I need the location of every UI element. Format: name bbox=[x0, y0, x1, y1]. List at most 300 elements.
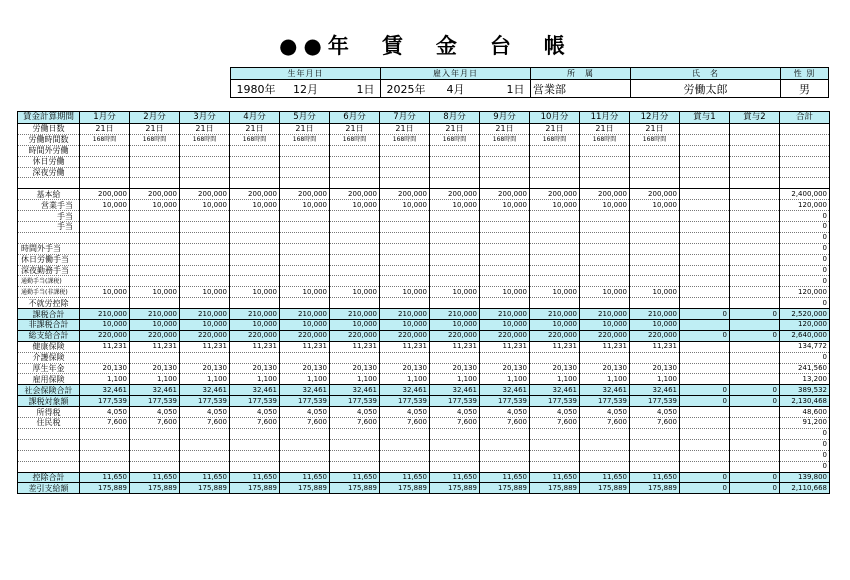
table-cell bbox=[730, 200, 780, 211]
table-cell bbox=[680, 276, 730, 287]
table-cell bbox=[230, 352, 280, 363]
column-header: 2月分 bbox=[130, 112, 180, 124]
table-cell bbox=[630, 254, 680, 265]
table-cell bbox=[630, 265, 680, 276]
table-cell: 175,889 bbox=[280, 483, 330, 494]
table-cell bbox=[730, 341, 780, 352]
table-cell bbox=[730, 254, 780, 265]
table-cell bbox=[180, 243, 230, 254]
table-cell bbox=[530, 232, 580, 243]
table-cell: 10,000 bbox=[330, 320, 380, 331]
table-cell: 168時間 bbox=[180, 134, 230, 145]
table-cell: 210,000 bbox=[530, 309, 580, 320]
table-cell: 168時間 bbox=[380, 134, 430, 145]
table-cell bbox=[730, 232, 780, 243]
table-cell bbox=[380, 178, 430, 189]
table-cell bbox=[630, 232, 680, 243]
table-cell bbox=[330, 352, 380, 363]
table-cell: 4,050 bbox=[330, 407, 380, 418]
table-cell bbox=[630, 167, 680, 178]
table-cell: 11,231 bbox=[580, 341, 630, 352]
table-cell: 120,000 bbox=[780, 287, 830, 298]
table-cell bbox=[180, 232, 230, 243]
table-cell bbox=[430, 232, 480, 243]
table-cell: 168時間 bbox=[430, 134, 480, 145]
table-cell bbox=[280, 167, 330, 178]
table-cell: 241,560 bbox=[780, 363, 830, 374]
table-cell bbox=[180, 298, 230, 309]
table-cell: 2,400,000 bbox=[780, 189, 830, 200]
table-cell bbox=[180, 428, 230, 439]
table-cell: 1,100 bbox=[180, 374, 230, 385]
table-cell bbox=[80, 167, 130, 178]
row-label: 雇用保険 bbox=[18, 374, 80, 385]
table-cell: 175,889 bbox=[330, 483, 380, 494]
table-cell: 0 bbox=[780, 428, 830, 439]
table-cell: 11,231 bbox=[280, 341, 330, 352]
table-cell bbox=[780, 145, 830, 156]
table-cell: 1,100 bbox=[230, 374, 280, 385]
table-cell: 10,000 bbox=[380, 200, 430, 211]
row-label: 通勤手当(非課税) bbox=[18, 287, 80, 298]
table-cell: 220,000 bbox=[230, 330, 280, 341]
table-cell: 10,000 bbox=[480, 200, 530, 211]
table-cell bbox=[580, 254, 630, 265]
table-cell: 210,000 bbox=[330, 309, 380, 320]
table-row bbox=[18, 134, 830, 145]
table-cell bbox=[730, 124, 780, 135]
table-cell bbox=[280, 428, 330, 439]
table-cell: 1,100 bbox=[630, 374, 680, 385]
table-cell bbox=[230, 156, 280, 167]
table-cell: 10,000 bbox=[630, 320, 680, 331]
table-cell: 175,889 bbox=[380, 483, 430, 494]
table-cell bbox=[630, 243, 680, 254]
table-cell: 200,000 bbox=[230, 189, 280, 200]
table-row bbox=[18, 352, 830, 363]
table-cell bbox=[680, 287, 730, 298]
table-cell bbox=[730, 363, 780, 374]
table-cell: 200,000 bbox=[280, 189, 330, 200]
table-cell bbox=[180, 167, 230, 178]
table-cell: 10,000 bbox=[480, 320, 530, 331]
table-cell bbox=[130, 167, 180, 178]
row-label: 営業手当 bbox=[18, 200, 80, 211]
table-cell: 177,539 bbox=[80, 396, 130, 407]
table-cell: 220,000 bbox=[480, 330, 530, 341]
table-cell: 175,889 bbox=[180, 483, 230, 494]
table-cell bbox=[330, 461, 380, 472]
table-cell bbox=[230, 450, 280, 461]
table-cell bbox=[280, 156, 330, 167]
row-label: 課税対象額 bbox=[18, 396, 80, 407]
table-cell: 7,600 bbox=[180, 418, 230, 429]
table-cell bbox=[580, 232, 630, 243]
table-cell: 220,000 bbox=[80, 330, 130, 341]
table-cell bbox=[330, 222, 380, 233]
table-cell bbox=[430, 428, 480, 439]
table-cell bbox=[430, 167, 480, 178]
table-cell bbox=[530, 298, 580, 309]
table-cell bbox=[530, 178, 580, 189]
table-cell: 177,539 bbox=[180, 396, 230, 407]
table-cell bbox=[180, 450, 230, 461]
period-header: 賃金計算期間 bbox=[18, 112, 80, 124]
table-cell bbox=[530, 243, 580, 254]
table-cell: 11,231 bbox=[180, 341, 230, 352]
table-cell: 200,000 bbox=[580, 189, 630, 200]
table-cell: 210,000 bbox=[480, 309, 530, 320]
row-label: 基本給 bbox=[18, 189, 80, 200]
table-cell bbox=[430, 276, 480, 287]
column-header: 合計 bbox=[780, 112, 830, 124]
table-cell bbox=[680, 167, 730, 178]
table-cell bbox=[680, 124, 730, 135]
table-cell: 11,231 bbox=[130, 341, 180, 352]
table-cell: 0 bbox=[730, 330, 780, 341]
table-cell bbox=[680, 200, 730, 211]
table-cell bbox=[530, 167, 580, 178]
table-cell: 11,650 bbox=[330, 472, 380, 483]
table-cell bbox=[330, 211, 380, 222]
table-cell bbox=[380, 156, 430, 167]
table-cell bbox=[780, 134, 830, 145]
table-cell: 10,000 bbox=[230, 287, 280, 298]
table-cell: 220,000 bbox=[630, 330, 680, 341]
table-cell: 32,461 bbox=[280, 385, 330, 396]
table-cell bbox=[580, 211, 630, 222]
row-label bbox=[18, 178, 80, 189]
column-header: 賞与2 bbox=[730, 112, 780, 124]
table-cell: 11,231 bbox=[480, 341, 530, 352]
hire-day: 1日 bbox=[506, 82, 525, 96]
table-cell: 177,539 bbox=[530, 396, 580, 407]
row-label: 社会保険合計 bbox=[18, 385, 80, 396]
table-cell: 0 bbox=[780, 276, 830, 287]
table-cell bbox=[280, 276, 330, 287]
table-cell: 177,539 bbox=[580, 396, 630, 407]
table-cell: 20,130 bbox=[330, 363, 380, 374]
birthdate-value bbox=[231, 80, 381, 98]
table-cell bbox=[330, 232, 380, 243]
table-cell bbox=[230, 243, 280, 254]
table-cell bbox=[730, 439, 780, 450]
row-label bbox=[18, 232, 80, 243]
table-cell: 10,000 bbox=[130, 320, 180, 331]
table-cell: 1,100 bbox=[380, 374, 430, 385]
table-cell: 10,000 bbox=[430, 200, 480, 211]
table-cell bbox=[480, 298, 530, 309]
table-cell bbox=[380, 243, 430, 254]
table-cell bbox=[280, 298, 330, 309]
table-cell: 200,000 bbox=[130, 189, 180, 200]
table-cell: 175,889 bbox=[480, 483, 530, 494]
table-cell bbox=[480, 428, 530, 439]
table-cell bbox=[680, 189, 730, 200]
table-cell bbox=[380, 461, 430, 472]
table-row bbox=[18, 178, 830, 189]
table-cell bbox=[730, 211, 780, 222]
table-cell bbox=[730, 428, 780, 439]
row-label bbox=[18, 461, 80, 472]
table-cell: 11,650 bbox=[630, 472, 680, 483]
table-cell: 32,461 bbox=[130, 385, 180, 396]
table-cell: 10,000 bbox=[380, 320, 430, 331]
table-cell bbox=[380, 428, 430, 439]
table-cell bbox=[130, 254, 180, 265]
table-cell: 175,889 bbox=[230, 483, 280, 494]
table-cell bbox=[680, 243, 730, 254]
table-cell bbox=[480, 450, 530, 461]
table-cell bbox=[480, 352, 530, 363]
table-cell bbox=[630, 450, 680, 461]
table-cell bbox=[530, 265, 580, 276]
table-cell bbox=[280, 450, 330, 461]
table-cell: 32,461 bbox=[530, 385, 580, 396]
table-cell bbox=[330, 178, 380, 189]
page-title: ●●年 賃 金 台 帳 bbox=[279, 34, 571, 58]
table-cell: 1,100 bbox=[580, 374, 630, 385]
table-cell bbox=[580, 298, 630, 309]
table-cell: 210,000 bbox=[430, 309, 480, 320]
table-cell: 10,000 bbox=[130, 287, 180, 298]
table-cell bbox=[330, 276, 380, 287]
table-row bbox=[18, 232, 830, 243]
table-cell bbox=[80, 178, 130, 189]
table-cell bbox=[280, 211, 330, 222]
table-cell bbox=[630, 211, 680, 222]
table-cell bbox=[430, 156, 480, 167]
table-row bbox=[18, 418, 830, 429]
table-cell bbox=[330, 156, 380, 167]
table-cell bbox=[730, 461, 780, 472]
table-cell: 1,100 bbox=[80, 374, 130, 385]
table-cell bbox=[530, 145, 580, 156]
table-cell bbox=[730, 287, 780, 298]
table-cell: 210,000 bbox=[130, 309, 180, 320]
table-cell: 0 bbox=[780, 232, 830, 243]
table-cell bbox=[180, 145, 230, 156]
table-cell: 32,461 bbox=[430, 385, 480, 396]
table-cell bbox=[180, 276, 230, 287]
row-label: 通勤手当(課税) bbox=[18, 276, 80, 287]
table-row bbox=[18, 407, 830, 418]
table-cell bbox=[480, 211, 530, 222]
table-cell: 48,600 bbox=[780, 407, 830, 418]
row-label: 不就労控除 bbox=[18, 298, 80, 309]
table-cell: 13,200 bbox=[780, 374, 830, 385]
table-cell bbox=[330, 254, 380, 265]
table-cell: 168時間 bbox=[230, 134, 280, 145]
table-cell: 1,100 bbox=[430, 374, 480, 385]
table-cell bbox=[280, 265, 330, 276]
table-cell bbox=[230, 276, 280, 287]
table-cell: 200,000 bbox=[430, 189, 480, 200]
row-label: 時間外労働 bbox=[18, 145, 80, 156]
table-cell bbox=[380, 222, 430, 233]
table-cell bbox=[330, 167, 380, 178]
table-cell bbox=[180, 254, 230, 265]
table-cell: 10,000 bbox=[580, 287, 630, 298]
column-header: 1月分 bbox=[80, 112, 130, 124]
table-cell bbox=[230, 298, 280, 309]
column-header: 9月分 bbox=[480, 112, 530, 124]
table-cell bbox=[380, 265, 430, 276]
table-cell: 210,000 bbox=[180, 309, 230, 320]
table-cell: 32,461 bbox=[330, 385, 380, 396]
table-cell: 210,000 bbox=[630, 309, 680, 320]
table-cell bbox=[730, 167, 780, 178]
table-cell bbox=[630, 298, 680, 309]
table-cell: 0 bbox=[780, 243, 830, 254]
table-cell: 1,100 bbox=[530, 374, 580, 385]
table-cell: 10,000 bbox=[630, 200, 680, 211]
table-row bbox=[18, 211, 830, 222]
table-cell bbox=[680, 439, 730, 450]
table-cell: 10,000 bbox=[330, 200, 380, 211]
table-cell: 0 bbox=[730, 309, 780, 320]
table-cell bbox=[330, 265, 380, 276]
table-cell: 168時間 bbox=[580, 134, 630, 145]
table-cell: 21日 bbox=[180, 124, 230, 135]
table-cell: 1,100 bbox=[280, 374, 330, 385]
table-cell: 4,050 bbox=[380, 407, 430, 418]
table-cell bbox=[130, 298, 180, 309]
table-cell: 0 bbox=[730, 385, 780, 396]
table-cell: 11,650 bbox=[480, 472, 530, 483]
table-cell bbox=[80, 232, 130, 243]
table-cell: 168時間 bbox=[130, 134, 180, 145]
table-cell bbox=[380, 145, 430, 156]
birth-year: 1980年 bbox=[236, 82, 276, 96]
table-cell bbox=[680, 254, 730, 265]
table-cell bbox=[530, 439, 580, 450]
column-header: 3月分 bbox=[180, 112, 230, 124]
table-cell: 220,000 bbox=[180, 330, 230, 341]
table-cell bbox=[480, 254, 530, 265]
table-cell: 10,000 bbox=[330, 287, 380, 298]
table-row bbox=[18, 374, 830, 385]
table-row bbox=[18, 156, 830, 167]
table-cell: 21日 bbox=[380, 124, 430, 135]
table-row bbox=[18, 200, 830, 211]
table-cell: 20,130 bbox=[580, 363, 630, 374]
table-cell: 168時間 bbox=[280, 134, 330, 145]
table-cell: 7,600 bbox=[630, 418, 680, 429]
table-cell: 2,520,000 bbox=[780, 309, 830, 320]
table-cell: 210,000 bbox=[80, 309, 130, 320]
table-cell bbox=[80, 428, 130, 439]
table-cell: 20,130 bbox=[280, 363, 330, 374]
column-header: 11月分 bbox=[580, 112, 630, 124]
table-cell: 10,000 bbox=[480, 287, 530, 298]
table-cell: 32,461 bbox=[80, 385, 130, 396]
table-cell bbox=[330, 450, 380, 461]
table-cell: 10,000 bbox=[80, 320, 130, 331]
table-row bbox=[18, 483, 830, 494]
table-cell bbox=[580, 265, 630, 276]
table-cell: 177,539 bbox=[230, 396, 280, 407]
row-label: 介護保険 bbox=[18, 352, 80, 363]
table-cell: 32,461 bbox=[180, 385, 230, 396]
table-cell: 10,000 bbox=[530, 287, 580, 298]
table-cell: 220,000 bbox=[330, 330, 380, 341]
table-cell: 0 bbox=[780, 211, 830, 222]
table-cell bbox=[280, 461, 330, 472]
table-cell: 220,000 bbox=[280, 330, 330, 341]
table-cell: 7,600 bbox=[280, 418, 330, 429]
table-cell: 7,600 bbox=[330, 418, 380, 429]
table-cell bbox=[680, 418, 730, 429]
table-cell bbox=[680, 320, 730, 331]
table-cell bbox=[130, 178, 180, 189]
table-cell bbox=[130, 232, 180, 243]
table-row bbox=[18, 341, 830, 352]
table-cell bbox=[130, 222, 180, 233]
table-cell bbox=[130, 439, 180, 450]
table-row bbox=[18, 309, 830, 320]
table-cell: 200,000 bbox=[180, 189, 230, 200]
table-cell bbox=[480, 145, 530, 156]
birth-month: 12月 bbox=[293, 82, 318, 96]
table-cell: 10,000 bbox=[630, 287, 680, 298]
table-cell: 21日 bbox=[280, 124, 330, 135]
table-cell: 175,889 bbox=[530, 483, 580, 494]
table-cell bbox=[630, 428, 680, 439]
table-cell bbox=[230, 211, 280, 222]
table-cell bbox=[580, 461, 630, 472]
table-cell bbox=[430, 298, 480, 309]
table-cell: 168時間 bbox=[330, 134, 380, 145]
table-cell bbox=[180, 265, 230, 276]
table-cell bbox=[730, 243, 780, 254]
table-cell: 4,050 bbox=[530, 407, 580, 418]
table-cell: 177,539 bbox=[130, 396, 180, 407]
column-header: 7月分 bbox=[380, 112, 430, 124]
table-cell bbox=[330, 428, 380, 439]
row-label: 総支給合計 bbox=[18, 330, 80, 341]
table-cell: 11,650 bbox=[580, 472, 630, 483]
table-cell bbox=[430, 211, 480, 222]
table-cell bbox=[180, 211, 230, 222]
table-cell: 10,000 bbox=[80, 200, 130, 211]
row-label bbox=[18, 428, 80, 439]
table-cell bbox=[280, 178, 330, 189]
table-cell: 1,100 bbox=[330, 374, 380, 385]
table-cell bbox=[730, 276, 780, 287]
table-cell bbox=[680, 363, 730, 374]
table-cell bbox=[730, 178, 780, 189]
table-cell: 11,231 bbox=[430, 341, 480, 352]
table-cell bbox=[580, 167, 630, 178]
table-cell: 4,050 bbox=[580, 407, 630, 418]
table-cell bbox=[130, 211, 180, 222]
table-cell: 7,600 bbox=[430, 418, 480, 429]
table-cell: 0 bbox=[780, 298, 830, 309]
table-cell: 120,000 bbox=[780, 200, 830, 211]
table-cell bbox=[80, 265, 130, 276]
table-row bbox=[18, 450, 830, 461]
wage-ledger-table bbox=[17, 111, 830, 494]
table-cell: 10,000 bbox=[230, 200, 280, 211]
table-cell bbox=[630, 352, 680, 363]
table-cell: 0 bbox=[780, 254, 830, 265]
table-cell bbox=[680, 222, 730, 233]
table-row bbox=[18, 124, 830, 135]
table-cell: 10,000 bbox=[280, 200, 330, 211]
table-cell: 210,000 bbox=[380, 309, 430, 320]
table-cell: 220,000 bbox=[130, 330, 180, 341]
